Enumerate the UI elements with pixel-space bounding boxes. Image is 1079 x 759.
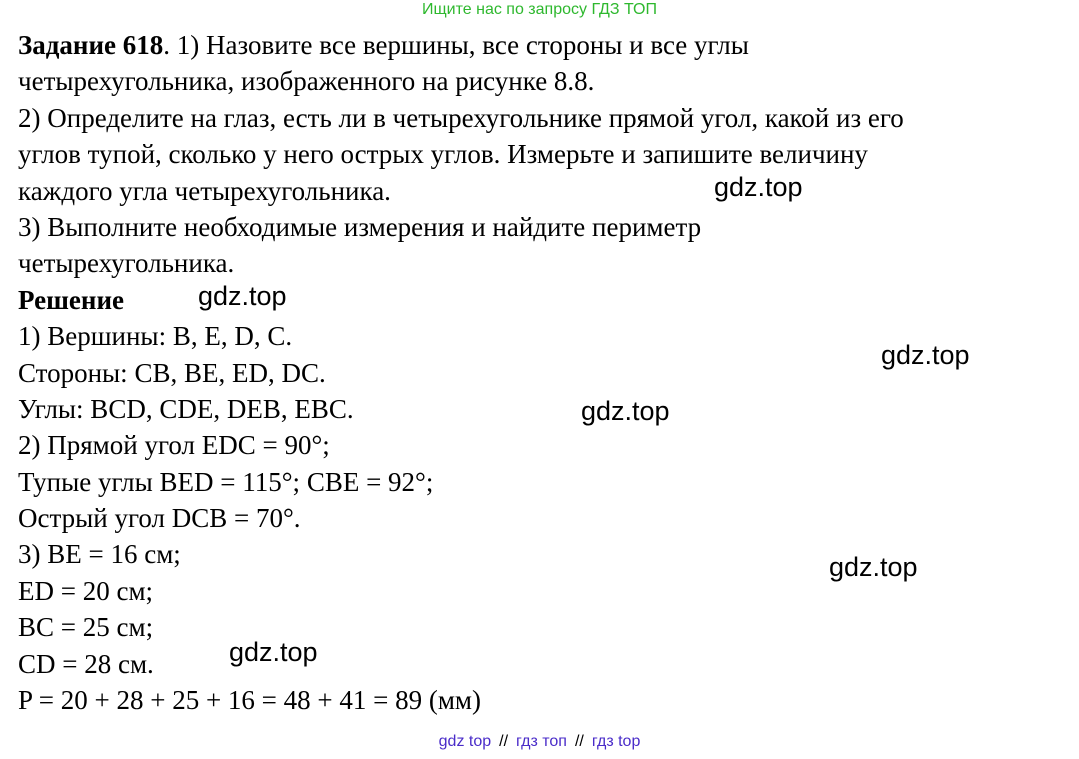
- solution-line: Острый угол DCB = 70°.: [18, 503, 301, 534]
- solution-line: 1) Вершины: B, E, D, C.: [18, 321, 293, 352]
- footer-links: [0, 733, 1079, 751]
- footer-separator: //: [574, 733, 584, 750]
- footer-separator: //: [499, 733, 509, 750]
- footer-link-gdz-top-mixed[interactable]: гдз top: [591, 733, 641, 750]
- watermark: gdz.top: [829, 552, 918, 582]
- task-line-2: четырехугольника, изображенного на рисунке 8.8.: [18, 66, 595, 97]
- solution-line: Стороны: CB, BE, ED, DC.: [18, 357, 326, 388]
- header-banner: Ищите нас по запросу ГДЗ ТОП: [422, 1, 657, 18]
- solution-line: P = 20 + 28 + 25 + 16 = 48 + 41 = 89 (мм): [18, 685, 482, 716]
- watermark: gdz.top: [198, 281, 287, 311]
- task-number: Задание 618: [18, 30, 164, 60]
- solution-title: Решение: [18, 284, 124, 315]
- task-line-7: четырехугольника.: [18, 248, 235, 279]
- task-line-4: углов тупой, сколько у него острых углов. Измерьте и запишите величину: [18, 139, 868, 170]
- solution-line: Углы: BCD, CDE, DEB, EBC.: [18, 393, 354, 424]
- watermark: gdz.top: [881, 340, 970, 370]
- document-body: [18, 27, 1068, 718]
- task-line-1: [18, 27, 1068, 63]
- solution-line: 2) Прямой угол EDC = 90°;: [18, 430, 330, 461]
- solution-line: CD = 28 см.: [18, 648, 154, 679]
- footer-link-gdz-top[interactable]: gdz top: [438, 733, 492, 750]
- solution-line: BC = 25 см;: [18, 612, 154, 643]
- task-text: . 1) Назовите все вершины, все стороны и все углы: [163, 30, 749, 60]
- watermark: gdz.top: [229, 637, 318, 667]
- watermark: gdz.top: [714, 172, 803, 202]
- task-line-3: 2) Определите на глаз, есть ли в четырехугольнике прямой угол, какой из его: [18, 102, 904, 133]
- task-line-6: 3) Выполните необходимые измерения и найдите периметр: [18, 211, 702, 242]
- solution-line: 3) BE = 16 см;: [18, 539, 181, 570]
- solution-line: ED = 20 см;: [18, 575, 154, 606]
- solution-line: Тупые углы BED = 115°; CBE = 92°;: [18, 466, 434, 497]
- task-line-5: каждого угла четырехугольника.: [18, 175, 391, 206]
- footer-link-gdz-top-ru[interactable]: гдз топ: [516, 733, 567, 750]
- watermark: gdz.top: [581, 396, 670, 426]
